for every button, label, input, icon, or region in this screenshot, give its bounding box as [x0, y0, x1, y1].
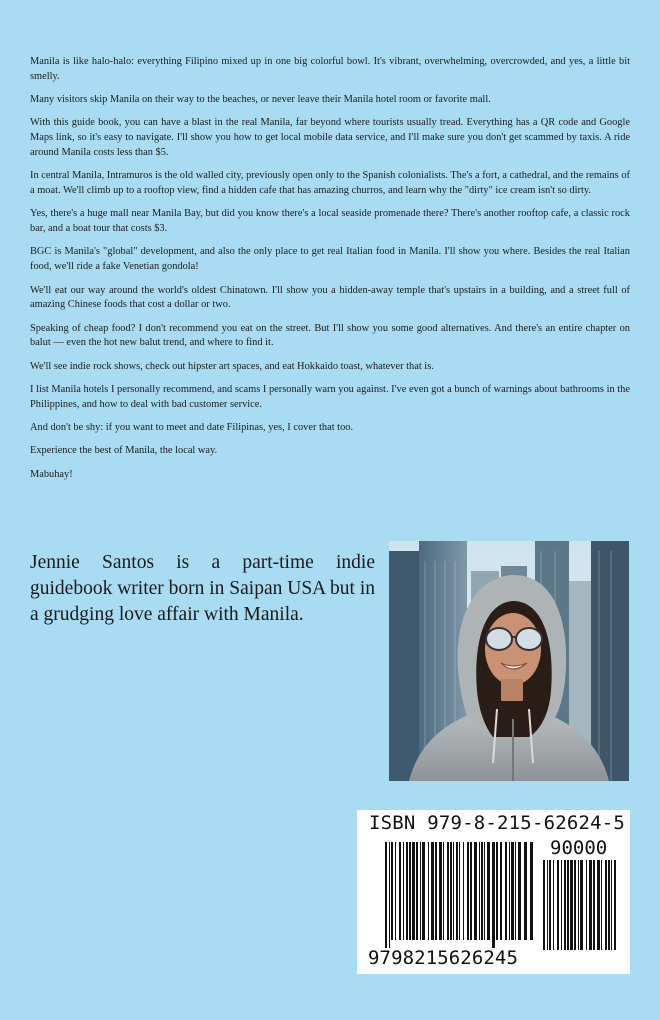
barcode-bar	[470, 842, 472, 940]
barcode-bar	[586, 860, 587, 950]
barcode-bar	[474, 842, 477, 940]
barcode-bar	[561, 860, 562, 950]
author-photo	[389, 541, 629, 781]
barcode-bar	[479, 842, 480, 940]
blurb-paragraph: I list Manila hotels I personally recommend, and scams I personally warn you against. I've even got a bunch of warnings about bathrooms in the Philippines, and how to deal with bad customer service.	[30, 384, 630, 410]
barcode-bar	[412, 842, 415, 940]
barcode-bar	[481, 842, 483, 940]
blurb-paragraph: Mabuhay!	[30, 468, 73, 480]
barcode-bar	[564, 860, 566, 950]
barcode-bars	[385, 842, 535, 948]
barcode-bar	[467, 842, 469, 940]
isbn-label: ISBN 979-8-215-62624-5	[369, 812, 626, 834]
barcode-bar	[553, 860, 554, 950]
blurb-paragraph: We'll see indie rock shows, check out hipster art spaces, and eat Hokkaido toast, whatever that is.	[30, 360, 434, 372]
barcode-bar	[500, 842, 502, 940]
barcode-bar	[399, 842, 401, 940]
barcode-bar	[439, 842, 442, 940]
blurb-paragraph: Experience the best of Manila, the local way.	[30, 445, 218, 457]
barcode-bar	[422, 842, 425, 940]
barcode-bar	[567, 860, 569, 950]
barcode-bar	[416, 842, 418, 940]
barcode-bar	[605, 860, 607, 950]
barcode-bar	[578, 860, 579, 950]
barcode-bar	[456, 842, 458, 940]
blurb-paragraph: Manila is like halo-halo: everything Filipino mixed up in one big colorful bowl. It's vibrant, overwhelming, overcrowded, and yes, a little bit smelly.	[30, 56, 630, 82]
barcode-bar	[406, 842, 408, 940]
barcode-bar	[443, 842, 444, 940]
barcode-bar	[463, 842, 464, 940]
barcode-bar	[385, 842, 387, 948]
barcode-bar	[608, 860, 610, 950]
barcode-bar	[453, 842, 454, 940]
barcode-bar	[431, 842, 434, 940]
barcode-bar	[570, 860, 573, 950]
barcode-bar	[593, 860, 595, 950]
barcode-bar	[395, 842, 396, 940]
blurb-paragraph: Speaking of cheap food? I don't recommend you eat on the street. But I'll show you some good alternatives. And there's an entire chapter on balut — even the hot new balut trend, and where to find it.	[30, 322, 630, 349]
barcode-bar	[484, 842, 485, 940]
barcode-bar	[515, 842, 516, 940]
barcode-bar	[518, 842, 521, 940]
barcode-bar	[459, 842, 460, 940]
price-code: 90000	[550, 837, 608, 859]
barcode-bar	[420, 842, 421, 940]
barcode-bar	[530, 842, 533, 940]
barcode-bar	[496, 842, 498, 940]
blurb-paragraph: We'll eat our way around the world's oldest Chinatown. I'll show you a hidden-away temple that's upstairs in a building, and a street full of amazing Chinese foods that cost a dollar or two.	[30, 284, 630, 311]
addon-barcode-bars	[543, 860, 617, 950]
barcode-digits: 9798215626245	[368, 947, 519, 969]
barcode-bar	[524, 842, 527, 940]
barcode-bar	[505, 842, 507, 940]
barcode-bar	[450, 842, 452, 940]
barcode-bar	[547, 860, 548, 950]
barcode-bar	[543, 860, 545, 950]
blurb-paragraph: Yes, there's a huge mall near Manila Bay, but did you know there's a local seaside promenade there? There's another rooftop cafe, a classic rock bar, and a boat tour that costs $3.	[30, 208, 630, 235]
barcode-bar	[574, 860, 576, 950]
blurb-paragraph: With this guide book, you can have a blast in the real Manila, far beyond where tourists usually tread. Everything has a QR code and Google Maps link, so it's easy to navigate. I'll show you how to get local mobile data service, and I'll make sure you don't get scammed by taxis. A ride around Manila costs less than $5.	[30, 117, 630, 158]
back-cover-blurb	[30, 55, 630, 491]
barcode-bar	[409, 842, 411, 940]
barcode-bar	[403, 842, 404, 940]
barcode-bar	[447, 842, 449, 940]
barcode-bar	[597, 860, 600, 950]
barcode-bar	[614, 860, 616, 950]
barcode-bar	[601, 860, 602, 950]
barcode-bar	[511, 842, 514, 940]
isbn-barcode	[357, 810, 630, 974]
barcode-bar	[589, 860, 592, 950]
barcode-bar	[557, 860, 559, 950]
blurb-paragraph: BGC is Manila's "global" development, and also the only place to get real Italian food in Manila. I'll show you where. Besides the real Italian food, we'll ride a fake Venetian gondola!	[30, 246, 630, 273]
blurb-paragraph: And don't be shy: if you want to meet and date Filipinas, yes, I cover that too.	[30, 422, 354, 434]
barcode-bar	[509, 842, 510, 940]
barcode-bar	[611, 860, 612, 950]
barcode-bar	[549, 860, 551, 950]
blurb-paragraph: Many visitors skip Manila on their way to the beaches, or never leave their Manila hotel room or favorite mall.	[30, 94, 491, 106]
barcode-bar	[391, 842, 393, 940]
barcode-bar	[492, 842, 495, 948]
barcode-bar	[389, 842, 390, 948]
barcode-bar	[428, 842, 429, 940]
barcode-bar	[580, 860, 583, 950]
barcode-bar	[435, 842, 437, 940]
blurb-paragraph: In central Manila, Intramuros is the old walled city, previously open only to the Spanish colonialists. The's a fort, a cathedral, and the remains of a moat. We'll climb up to a rooftop view, find a hidden cafe that has amazing churros, and learn why the "dirty" ice cream isn't so dirty.	[30, 170, 630, 197]
author-bio: Jennie Santos is a part-time indie guidebook writer born in Saipan USA but in a grudging love affair with Manila.	[30, 552, 376, 625]
barcode-bar	[487, 842, 490, 940]
